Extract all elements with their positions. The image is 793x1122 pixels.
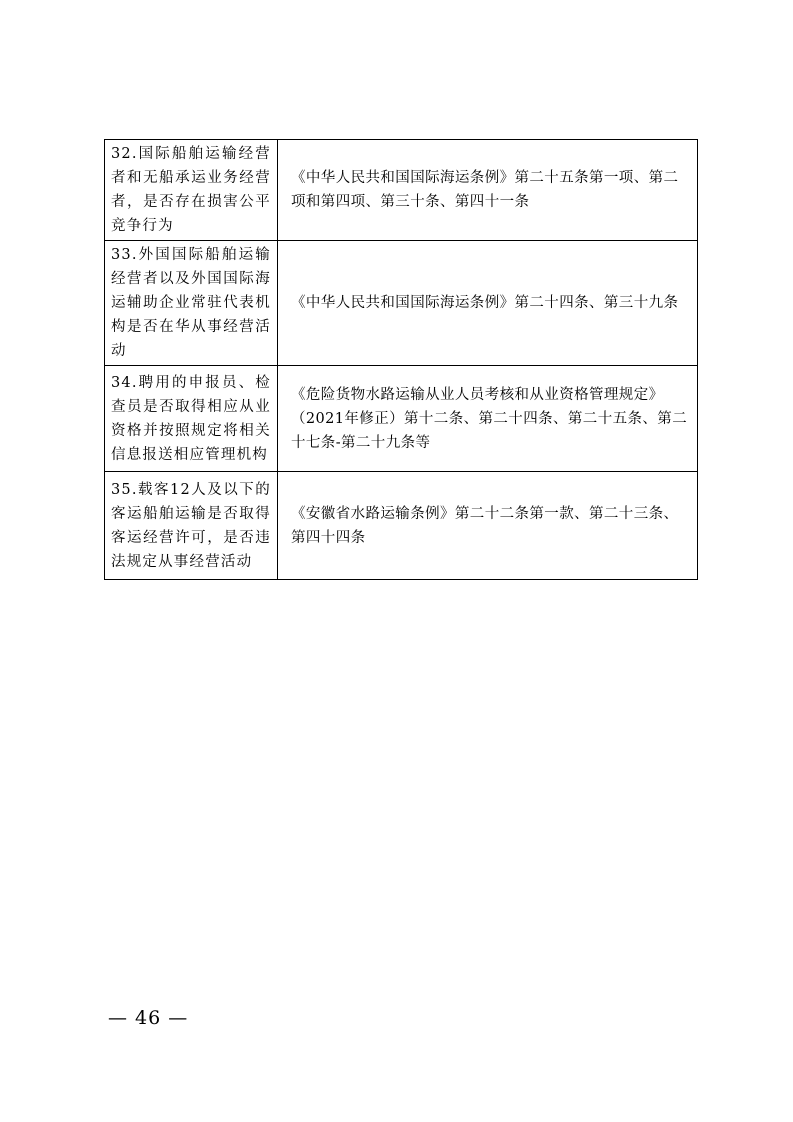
legal-basis-cell: 《安徽省水路运输条例》第二十二条第一款、第二十三条、第四十四条 (278, 472, 698, 580)
inspection-item-cell: 34.聘用的申报员、检查员是否取得相应从业资格并按照规定将相关信息报送相应管理机构 (105, 366, 278, 472)
inspection-item-cell: 35.载客12人及以下的客运船舶运输是否取得客运经营许可，是否违法规定从事经营活动 (105, 472, 278, 580)
inspection-item-cell: 32.国际船舶运输经营者和无船承运业务经营者，是否存在损害公平竞争行为 (105, 140, 278, 241)
legal-basis-cell: 《危险货物水路运输从业人员考核和从业资格管理规定》（2021年修正）第十二条、第二十四条、第二十五条、第二十七条-第二十九条等 (278, 366, 698, 472)
inspection-item-cell: 33.外国国际船舶运输经营者以及外国国际海运辅助企业常驻代表机构是否在华从事经营活动 (105, 241, 278, 366)
inspection-items-table (104, 139, 698, 580)
table-row (105, 366, 698, 472)
table-row (105, 140, 698, 241)
legal-basis-cell: 《中华人民共和国国际海运条例》第二十五条第一项、第二项和第四项、第三十条、第四十一条 (278, 140, 698, 241)
legal-basis-cell: 《中华人民共和国国际海运条例》第二十四条、第三十九条 (278, 241, 698, 366)
page-number: — 46 — (108, 1007, 189, 1029)
table-row (105, 472, 698, 580)
table-row (105, 241, 698, 366)
